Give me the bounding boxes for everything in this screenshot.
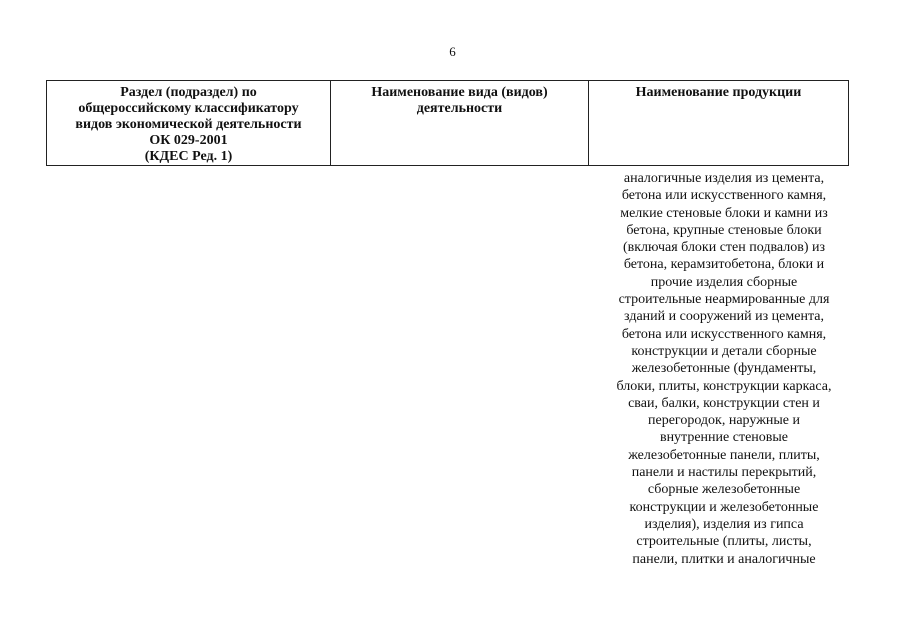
product-line: (включая блоки стен подвалов) из xyxy=(622,240,826,256)
header-product-name xyxy=(589,81,849,166)
product-description xyxy=(594,170,854,568)
product-line: конструкции и железобетонные xyxy=(629,499,819,515)
product-line: строительные (плиты, листы, xyxy=(636,534,812,550)
product-line: бетона, крупные стеновые блоки xyxy=(626,222,822,238)
product-line: бетона, керамзитобетона, блоки и xyxy=(623,257,825,273)
product-line: сваи, балки, конструкции стен и xyxy=(628,395,820,411)
page-number: 6 xyxy=(449,44,456,59)
product-line: строительные неармированные для xyxy=(618,292,830,308)
header-line: общероссийскому классификатору xyxy=(78,101,299,116)
product-line: прочие изделия сборные xyxy=(650,274,798,290)
header-line: видов экономической деятельности xyxy=(75,117,302,132)
product-line: железобетонные панели, плиты, xyxy=(628,447,820,463)
product-line: изделия), изделия из гипса xyxy=(644,516,804,532)
header-line: Раздел (подраздел) по xyxy=(120,85,257,100)
product-line: железобетонные (фундаменты, xyxy=(631,361,817,377)
product-line: панели, плитки и аналогичные xyxy=(632,551,816,567)
header-okved-section xyxy=(47,81,331,166)
header-line: деятельности xyxy=(416,101,503,116)
product-line: зданий и сооружений из цемента, xyxy=(624,309,824,325)
product-line: конструкции и детали сборные xyxy=(631,343,817,359)
header-line: Наименование продукции xyxy=(635,85,802,100)
product-line: бетона или искусственного камня, xyxy=(621,326,827,342)
header-activity-name xyxy=(331,81,589,166)
product-line: бетона или искусственного камня, xyxy=(621,188,827,204)
product-line: внутренние стеновые xyxy=(659,430,789,446)
product-line: панели и настилы перекрытий, xyxy=(631,465,817,481)
product-line: перегородок, наружные и xyxy=(648,413,800,429)
product-line: аналогичные изделия из цемента, xyxy=(623,171,825,186)
classification-table-header xyxy=(46,80,849,166)
header-line: (КДЕС Ред. 1) xyxy=(144,149,233,164)
product-line: сборные железобетонные xyxy=(647,482,801,498)
product-line: блоки, плиты, конструкции каркаса, xyxy=(616,378,832,394)
header-line: ОК 029-2001 xyxy=(149,133,228,148)
header-line: Наименование вида (видов) xyxy=(371,85,548,100)
product-line: мелкие стеновые блоки и камни из xyxy=(620,205,828,221)
